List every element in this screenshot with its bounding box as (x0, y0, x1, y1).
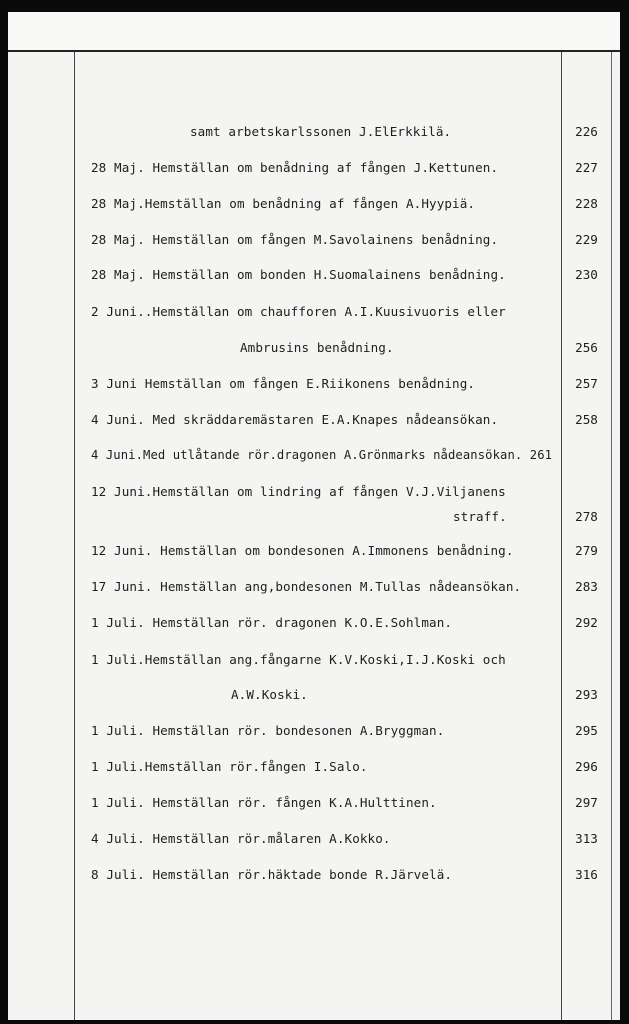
entry-page-number: 293 (575, 687, 598, 702)
entry-page-number: 257 (575, 376, 598, 391)
entry-page-number: 227 (575, 160, 598, 175)
entry-text: 12 Juni.Hemställan om lindring af fången V.J.Viljanens (91, 484, 506, 499)
entry-text: 8 Juli. Hemställan rör.häktade bonde R.Järvelä. (91, 867, 453, 882)
entry-text: A.W.Koski. (231, 687, 308, 702)
entry-text: 1 Juli.Hemställan ang.fångarne K.V.Koski,I.J.Koski och (91, 652, 506, 667)
entry-text: 17 Juni. Hemställan ang,bondesonen M.Tullas nådeansökan. (91, 579, 522, 594)
page-column-rule (561, 52, 562, 1020)
entry-text: 28 Maj. Hemställan om benådning af fången J.Kettunen. (91, 160, 499, 175)
entry-text: 28 Maj.Hemställan om benådning af fången A.Hyypiä. (91, 196, 476, 211)
entry-page-number: 283 (575, 579, 598, 594)
entry-text: Ambrusins benådning. (240, 340, 394, 355)
entry-text: samt arbetskarlssonen J.ElErkkilä. (190, 124, 452, 139)
entry-text: straff. (453, 509, 507, 524)
entry-text: 28 Maj. Hemställan om bonden H.Suomalainens benådning. (91, 267, 506, 282)
entry-page-number: 258 (575, 412, 598, 427)
document-page (8, 12, 620, 1020)
entry-text: 1 Juli. Hemställan rör. dragonen K.O.E.Sohlman. (91, 615, 453, 630)
right-edge-rule (611, 52, 612, 1020)
entry-page-number: 228 (575, 196, 598, 211)
entry-page-number: 279 (575, 543, 598, 558)
entry-text: 1 Juli. Hemställan rör. fången K.A.Hulttinen. (91, 795, 437, 810)
entry-text: 12 Juni. Hemställan om bondesonen A.Immonens benådning. (91, 543, 514, 558)
entry-text: 1 Juli.Hemställan rör.fången I.Salo. (91, 759, 368, 774)
entry-page-number: 316 (575, 867, 598, 882)
entry-text: 4 Juli. Hemställan rör.målaren A.Kokko. (91, 831, 391, 846)
entry-page-number: 313 (575, 831, 598, 846)
entry-text: 4 Juni. Med skräddaremästaren E.A.Knapes nådeansökan. (91, 412, 499, 427)
entry-page-number: 292 (575, 615, 598, 630)
entry-text: 3 Juni Hemställan om fången E.Riikonens benådning. (91, 376, 476, 391)
entry-page-number: 230 (575, 267, 598, 282)
entry-page-number: 295 (575, 723, 598, 738)
page-top-margin (8, 12, 620, 52)
left-margin-rule (74, 52, 75, 1020)
entry-page-number: 297 (575, 795, 598, 810)
entry-page-number: 229 (575, 232, 598, 247)
entry-text: 28 Maj. Hemställan om fången M.Savolainens benådning. (91, 232, 499, 247)
entry-text: 4 Juni.Med utlåtande rör.dragonen A.Grönmarks nådeansökan. 261 (91, 448, 553, 462)
entry-text: 1 Juli. Hemställan rör. bondesonen A.Bryggman. (91, 723, 445, 738)
entry-page-number: 256 (575, 340, 598, 355)
entry-page-number: 296 (575, 759, 598, 774)
entry-page-number: 278 (575, 509, 598, 524)
entry-text: 2 Juni..Hemställan om chaufforen A.I.Kuusivuoris eller (91, 304, 506, 319)
entry-page-number: 226 (575, 124, 598, 139)
